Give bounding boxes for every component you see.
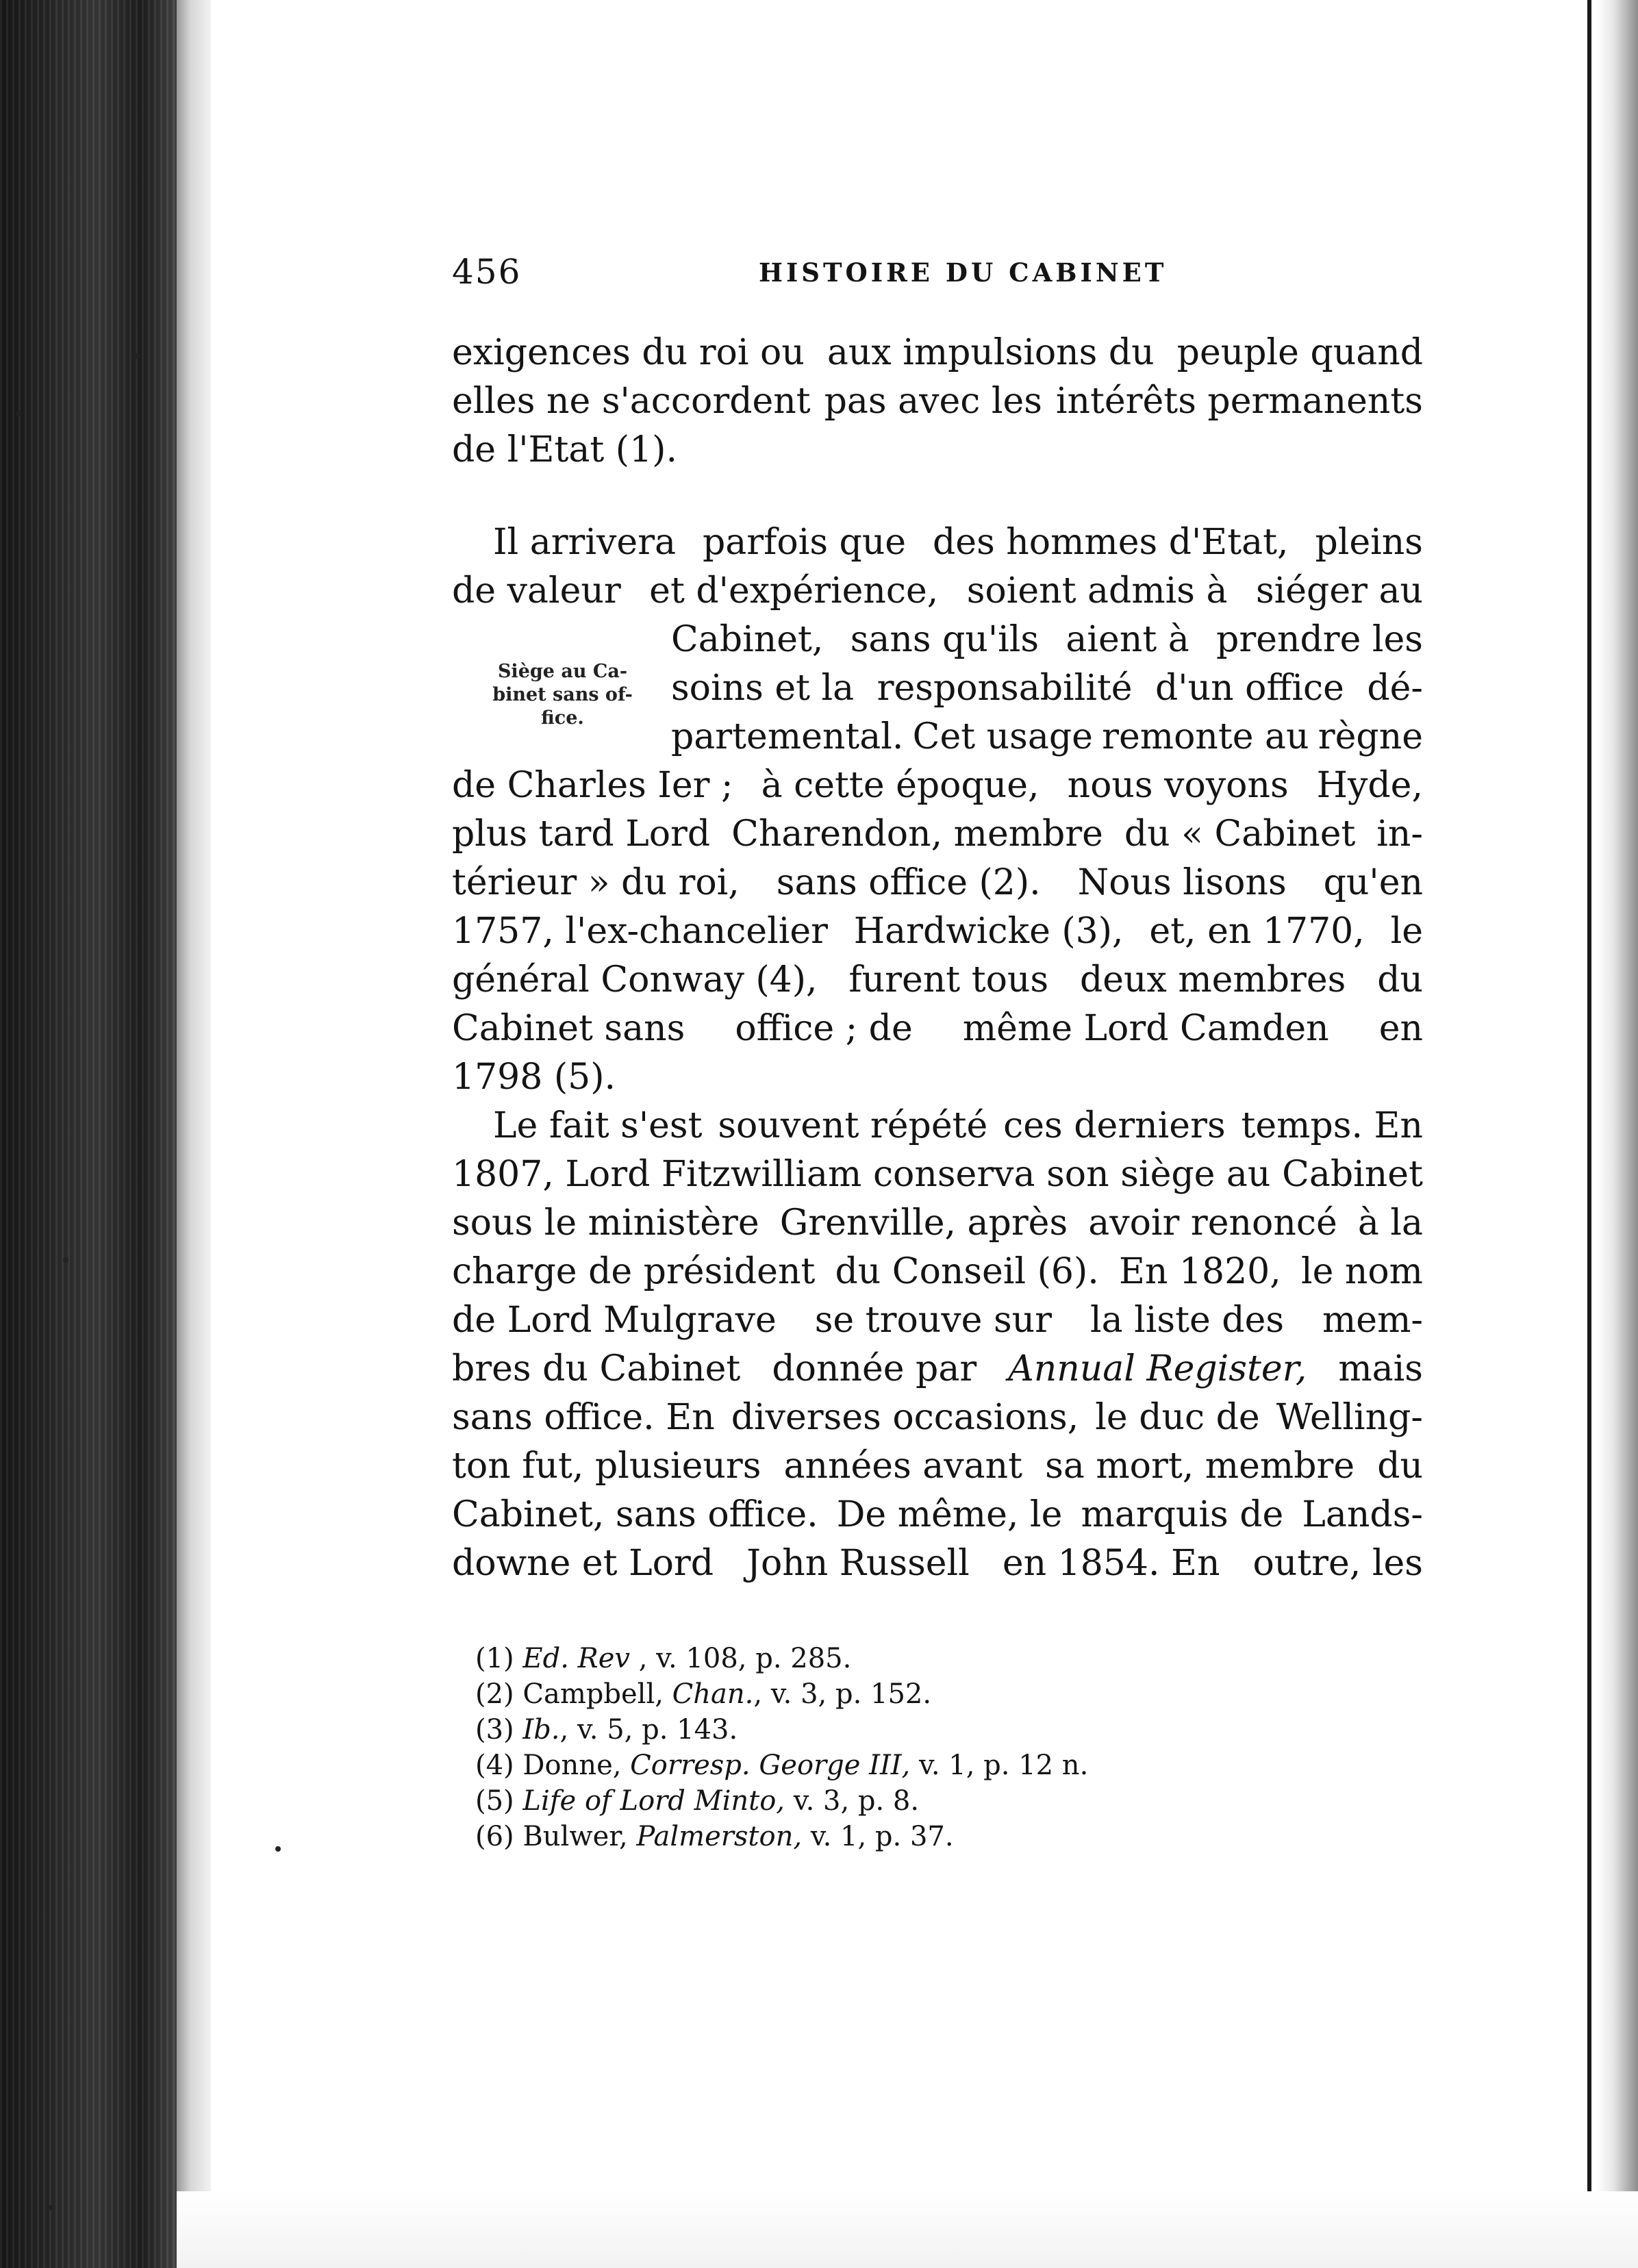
scan-speck (63, 1257, 68, 1263)
scan-speck (48, 2205, 53, 2210)
text-line: elles ne s'accordent pas avec les intérêts permanents (452, 381, 1423, 422)
footnote-5: (5) Life of Lord Minto, v. 3, p. 8. (475, 1785, 920, 1817)
text-line: Cabinet sans office ; de même Lord Camden en (452, 1008, 1423, 1049)
footnotes (475, 1641, 1365, 1854)
text-line: 1757, l'ex-chancelier Hardwicke (3), et, en 1770, le (452, 911, 1423, 952)
text-line: Cabinet, sans qu'ils aient à prendre les (671, 619, 1423, 660)
text-line: partemental. Cet usage remonte au règne (671, 716, 1423, 757)
text-line: térieur » du roi, sans office (2). Nous lisons qu'en (452, 862, 1423, 903)
page-edge-line (1587, 0, 1591, 2268)
page-number: 456 (452, 252, 522, 292)
text-line: de l'Etat (1). (452, 429, 677, 470)
page-bottom-shade (177, 2191, 1638, 2268)
paragraph-3 (452, 1102, 1423, 1588)
text-line: soins et la responsabilité d'un office dé- (671, 668, 1423, 709)
text-line: charge de président du Conseil (6). En 1820, le nom (452, 1251, 1423, 1292)
page-header (452, 252, 1418, 293)
text-line: bres du Cabinet donnée par Annual Register, mais (452, 1348, 1423, 1389)
book-binding (0, 0, 177, 2268)
body-text (452, 329, 1423, 1588)
scan-speck (134, 353, 140, 359)
page-gutter-shadow (177, 0, 211, 2268)
text-line: exigences du roi ou aux impulsions du peuple quand (452, 332, 1423, 373)
scan-speck (275, 1846, 281, 1852)
page-right-edge (1597, 0, 1638, 2268)
text-line: plus tard Lord Charendon, membre du « Cabinet in- (452, 814, 1423, 855)
text-line: Il arrivera parfois que des hommes d'Etat, pleins (493, 522, 1423, 563)
text-line: de Lord Mulgrave se trouve sur la liste des mem- (452, 1300, 1423, 1341)
footnote-4: (4) Donne, Corresp. George III, v. 1, p. 12 n. (475, 1750, 1089, 1781)
text-line: sous le ministère Grenville, après avoir renoncé à la (452, 1202, 1423, 1244)
text-line: Cabinet, sans office. De même, le marquis de Lands- (452, 1494, 1423, 1535)
footnote-6: (6) Bulwer, Palmerston, v. 1, p. 37. (475, 1821, 954, 1852)
text-line: 1798 (5). (452, 1057, 616, 1098)
text-line: 1807, Lord Fitzwilliam conserva son siège au Cabinet (452, 1154, 1423, 1195)
footnote-3: (3) Ib., v. 5, p. 143. (475, 1714, 738, 1746)
text-line: ton fut, plusieurs années avant sa mort, membre du (452, 1446, 1423, 1487)
text-line: général Conway (4), furent tous deux membres du (452, 959, 1423, 1000)
text-line: downe et Lord John Russell en 1854. En outre, les (452, 1543, 1423, 1584)
text-line: de Charles Ier ; à cette époque, nous voyons Hyde, (452, 765, 1423, 806)
footnote-1: (1) Ed. Rev , v. 108, p. 285. (475, 1643, 852, 1674)
paragraph-1 (452, 329, 1423, 475)
footnote-2: (2) Campbell, Chan., v. 3, p. 152. (475, 1678, 932, 1710)
text-line: Le fait s'est souvent répété ces derniers temps. En (493, 1105, 1423, 1146)
paragraph-2 (452, 518, 1423, 1102)
scan-speck (16, 411, 22, 416)
text-line: de valeur et d'expérience, soient admis à siéger au (452, 570, 1423, 612)
text-line: sans office. En diverses occasions, le duc de Welling- (452, 1397, 1423, 1438)
marginal-note: Siège au Ca- binet sans of- fice. (492, 661, 633, 729)
running-title: HISTOIRE DU CABINET (759, 257, 1168, 288)
